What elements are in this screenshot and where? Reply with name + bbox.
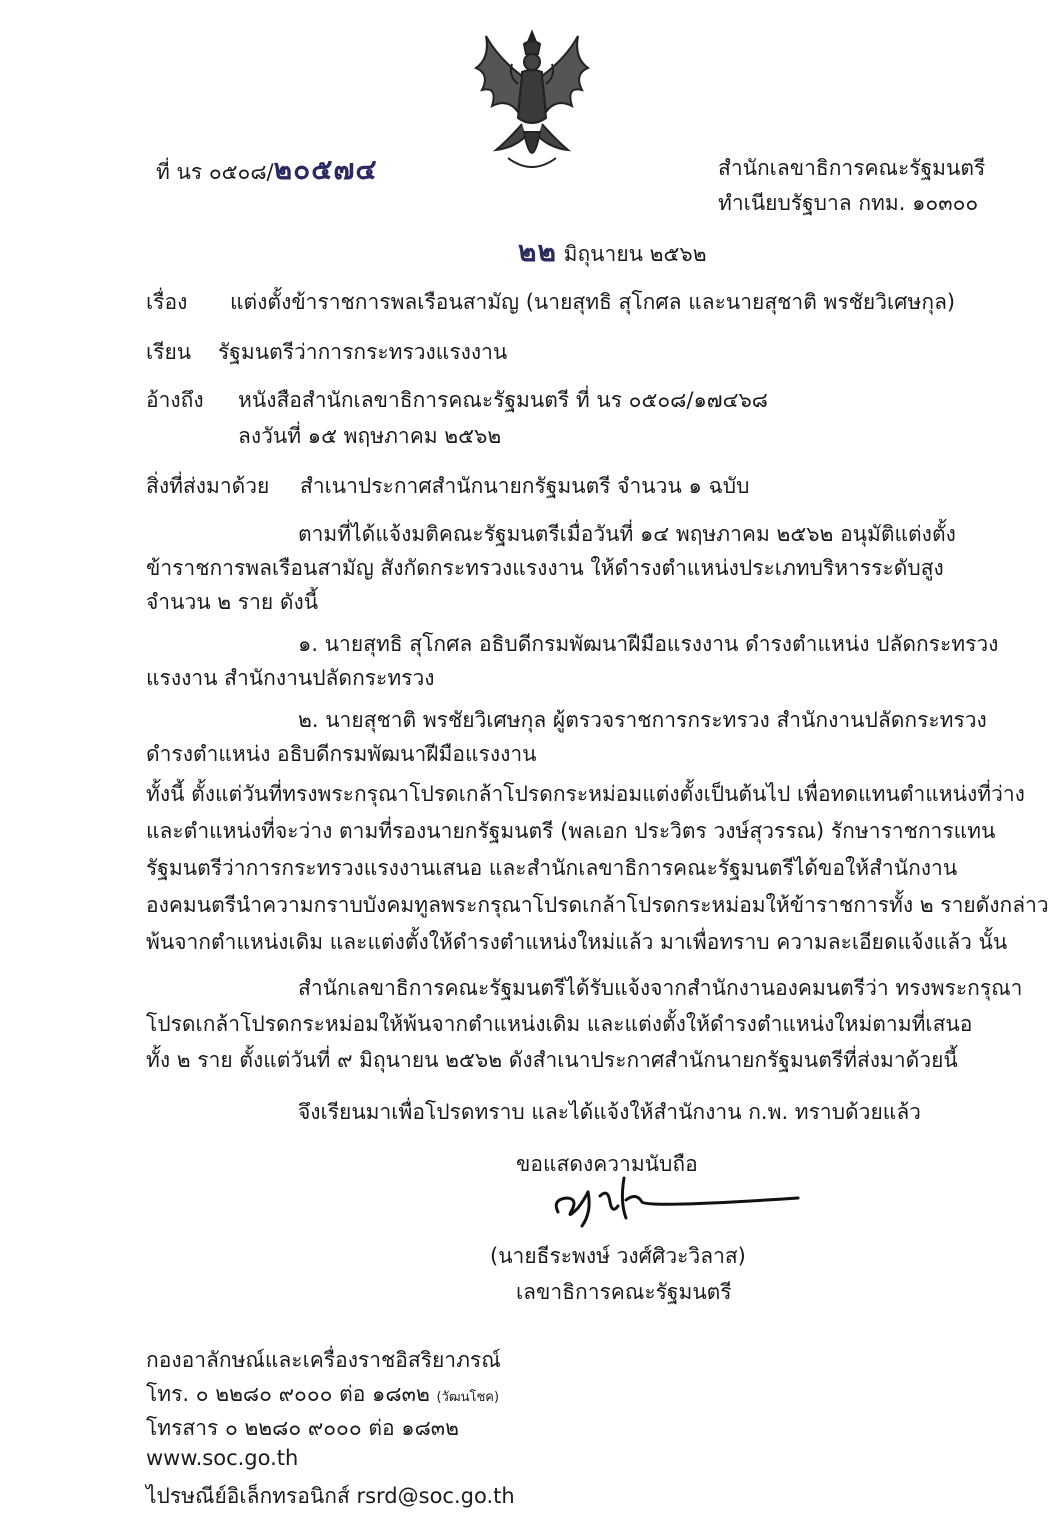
item-1-line-2: แรงงาน สำนักงานปลัดกระทรวง xyxy=(146,666,435,690)
paragraph-1-line-1: ตามที่ได้แจ้งมติคณะรัฐมนตรีเมื่อวันที่ ๑๔ พฤษภาคม ๒๕๖๒ อนุมัติแต่งตั้ง xyxy=(298,522,956,546)
signature-image xyxy=(548,1172,803,1230)
paragraph-1-line-3: จำนวน ๒ ราย ดังนี้ xyxy=(146,590,319,614)
footer-website[interactable]: www.soc.go.th xyxy=(146,1446,299,1470)
item-1-line-1: ๑. นายสุทธิ สุโกศล อธิบดีกรมพัฒนาฝีมือแรงงาน ดำรงตำแหน่ง ปลัดกระทรวง xyxy=(298,632,999,656)
footer-fax: โทรสาร ๐ ๒๒๘๐ ๙๐๐๐ ต่อ ๑๘๓๒ xyxy=(146,1416,460,1440)
footer-phone xyxy=(146,1378,499,1411)
signer-title: เลขาธิการคณะรัฐมนตรี xyxy=(516,1280,732,1304)
paragraph-2-line-1: ทั้งนี้ ตั้งแต่วันที่ทรงพระกรุณาโปรดเกล้าโปรดกระหม่อมแต่งตั้งเป็นต้นไป เพื่อทดแทนตำแหน่งที่ว่าง xyxy=(146,782,1025,806)
doc-ref-prefix: ที่ นร ๐๕๐๘/ xyxy=(156,160,274,184)
office-line-1: สำนักเลขาธิการคณะรัฐมนตรี xyxy=(718,156,986,180)
garuda-emblem-icon xyxy=(468,28,596,178)
paragraph-2-line-2: และตำแหน่งที่จะว่าง ตามที่รองนายกรัฐมนตรี (พลเอก ประวิตร วงษ์สุวรรณ) รักษาราชการแทน xyxy=(146,819,996,843)
paragraph-1-line-2: ข้าราชการพลเรือนสามัญ สังกัดกระทรวงแรงงาน ให้ดำรงตำแหน่งประเภทบริหารระดับสูง xyxy=(146,556,944,580)
closing-salutation: ขอแสดงความนับถือ xyxy=(516,1152,698,1176)
doc-ref-number: ๒๐๕๗๔ xyxy=(273,153,378,186)
paragraph-3-line-1: สำนักเลขาธิการคณะรัฐมนตรีได้รับแจ้งจากสำนักงานองคมนตรีว่า ทรงพระกรุณา xyxy=(298,976,1023,1000)
footer-phone-note: (วัฒนโชค) xyxy=(436,1390,500,1405)
paragraph-2-line-3: รัฐมนตรีว่าการกระทรวงแรงงานเสนอ และสำนักเลขาธิการคณะรัฐมนตรีได้ขอให้สำนักงาน xyxy=(146,856,958,880)
recipient-label: เรียน xyxy=(146,340,192,364)
date-month-year: มิถุนายน ๒๕๖๒ xyxy=(563,242,707,266)
item-2-line-2: ดำรงตำแหน่ง อธิบดีกรมพัฒนาฝีมือแรงงาน xyxy=(146,742,537,766)
reference-line-1: หนังสือสำนักเลขาธิการคณะรัฐมนตรี ที่ นร ๐๕๐๘/๑๗๔๖๘ xyxy=(238,388,769,412)
signer-name: (นายธีระพงษ์ วงศ์ศิวะวิลาส) xyxy=(490,1244,746,1268)
date-day: ๒๒ xyxy=(518,235,557,268)
enclosure-label: สิ่งที่ส่งมาด้วย xyxy=(146,474,270,498)
recipient-value: รัฐมนตรีว่าการกระทรวงแรงงาน xyxy=(218,340,508,364)
reference-label: อ้างถึง xyxy=(146,388,204,412)
paragraph-3-line-2: โปรดเกล้าโปรดกระหม่อมให้พ้นจากตำแหน่งเดิม และแต่งตั้งให้ดำรงตำแหน่งใหม่ตามที่เสนอ xyxy=(146,1012,973,1036)
paragraph-2-line-4: องคมนตรีนำความกราบบังคมทูลพระกรุณาโปรดเกล้าโปรดกระหม่อมให้ข้าราชการทั้ง ๒ รายดังกล่าว xyxy=(146,893,1049,917)
subject-value: แต่งตั้งข้าราชการพลเรือนสามัญ (นายสุทธิ สุโกศล และนายสุชาติ พรชัยวิเศษกุล) xyxy=(230,290,956,314)
enclosure-value: สำเนาประกาศสำนักนายกรัฐมนตรี จำนวน ๑ ฉบับ xyxy=(300,474,750,498)
footer-phone-number: โทร. ๐ ๒๒๘๐ ๙๐๐๐ ต่อ ๑๘๓๒ xyxy=(146,1382,430,1406)
footer-division: กองอาลักษณ์และเครื่องราชอิสริยาภรณ์ xyxy=(146,1348,501,1372)
letter-date xyxy=(518,230,707,274)
paragraph-2-line-5: พ้นจากตำแหน่งเดิม และแต่งตั้งให้ดำรงตำแหน่งใหม่แล้ว มาเพื่อทราบ ความละเอียดแจ้งแล้ว นั้น xyxy=(146,930,1008,954)
reference-line-2: ลงวันที่ ๑๕ พฤษภาคม ๒๕๖๒ xyxy=(238,424,502,448)
doc-ref xyxy=(156,148,378,192)
paragraph-3-line-3: ทั้ง ๒ ราย ตั้งแต่วันที่ ๙ มิถุนายน ๒๕๖๒ ดังสำเนาประกาศสำนักนายกรัฐมนตรีที่ส่งมาด้วยนี้ xyxy=(146,1048,958,1072)
footer-email[interactable]: ไปรษณีย์อิเล็กทรอนิกส์ rsrd@soc.go.th xyxy=(146,1484,515,1508)
item-2-line-1: ๒. นายสุชาติ พรชัยวิเศษกุล ผู้ตรวจราชการกระทรวง สำนักงานปลัดกระทรวง xyxy=(298,708,987,732)
paragraph-4-line-1: จึงเรียนมาเพื่อโปรดทราบ และได้แจ้งให้สำนักงาน ก.พ. ทราบด้วยแล้ว xyxy=(298,1100,921,1124)
office-line-2: ทำเนียบรัฐบาล กทม. ๑๐๓๐๐ xyxy=(718,191,979,215)
subject-label: เรื่อง xyxy=(146,290,188,314)
